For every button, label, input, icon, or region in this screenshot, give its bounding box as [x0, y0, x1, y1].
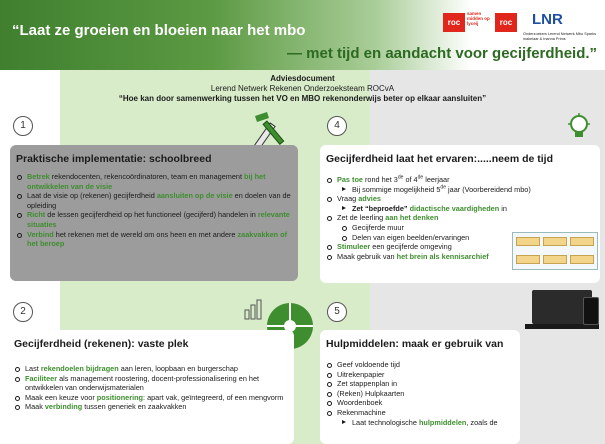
- bullet-text: positionering: [96, 392, 144, 402]
- bullet-text: de: [417, 174, 424, 181]
- section-title-5: Hulpmiddelen: maak er gebruik van: [326, 338, 504, 350]
- bullet-text: didactische vaardigheden: [407, 203, 500, 213]
- document-network: Lerend Netwerk Rekenen Onderzoeksteam ROCvA: [210, 84, 395, 93]
- section-title-4: Gecijferdheid laat het ervaren:.....neem de tijd: [326, 153, 553, 165]
- section-number-5: 5: [327, 302, 347, 322]
- bullet-text: rekendoelen bijdragen: [40, 364, 119, 373]
- bullet-text: Maak een keuze voor: [25, 392, 97, 402]
- bullet-text: Zet de leerling: [337, 213, 386, 223]
- section-card-2: [8, 330, 294, 444]
- pencil-ruler-icon: [251, 110, 287, 148]
- section-title-2: Gecijferdheid (rekenen): vaste plek: [14, 338, 189, 350]
- bullet-text: een gecijferde omgeving: [370, 242, 452, 252]
- section-5-bullet: [326, 370, 514, 380]
- roc-logo: roc: [443, 13, 465, 32]
- section-4-bullet: [326, 185, 594, 195]
- section-list-2: [14, 364, 288, 412]
- section-title-1: Praktische implementatie: schoolbreed: [16, 153, 212, 165]
- section-1-bullet: [16, 172, 292, 191]
- bar-chart-icon: [244, 298, 264, 320]
- section-number-4: 4: [327, 116, 347, 136]
- bullet-text: : apart vak, geïntegreerd, of een mengvorm: [143, 392, 284, 402]
- bullet-text: verbinding: [44, 402, 83, 412]
- bullet-text: en doelen van de opleiding: [27, 191, 291, 210]
- document-title-block: [0, 74, 605, 104]
- bullet-text: zaakvakken of het beroep: [27, 229, 288, 249]
- section-1-bullet: [16, 191, 292, 210]
- bullet-text: de: [440, 184, 446, 191]
- bullet-text: het rekenen met de wereld om ons heen en met andere: [53, 229, 238, 239]
- bullet-text: Stimuleer: [337, 242, 371, 252]
- bullet-text: Geef voldoende tijd: [337, 360, 400, 369]
- header-banner: [0, 0, 605, 70]
- section-list-1: [16, 172, 292, 249]
- bullet-text: Vraag: [337, 194, 359, 204]
- section-4-bullet: [326, 175, 594, 185]
- bullet-text: als management roostering, docent-professionalisering en het ontwikkelen van onderwijsmaterialen: [25, 373, 260, 393]
- section-5-bullet: [326, 418, 514, 428]
- bullet-text: relevante situaties: [27, 210, 290, 229]
- section-5-bullet: [326, 408, 514, 418]
- section-5-bullet: [326, 398, 514, 408]
- bullet-text: Laat de visie op (rekenen) gecijferdheid: [27, 191, 157, 201]
- bullet-text: aansluiten op de visie: [156, 191, 233, 201]
- section-4-bullet: [326, 204, 594, 214]
- section-list-5: [326, 360, 514, 427]
- bullet-text: Last: [25, 364, 41, 373]
- bullet-text: in: [499, 203, 507, 213]
- section-number-2: 2: [13, 302, 33, 322]
- bullet-text: de lessen gecijferdheid op het functioneel (gecijferd) handelen in: [45, 210, 258, 220]
- section-5-bullet: [326, 379, 514, 389]
- lightbulb-icon: [566, 113, 592, 143]
- bullet-text: Faciliteer: [25, 373, 58, 383]
- section-1-bullet: [16, 230, 292, 249]
- phone-icon: [583, 297, 599, 325]
- bullet-text: hulpmiddelen: [418, 417, 467, 427]
- bullet-text: Woordenboek: [337, 398, 383, 408]
- section-4-bullet: [326, 194, 594, 204]
- quote-line-2: — met tijd en aandacht voor gecijferdheid.”: [287, 45, 598, 62]
- bullet-text: rond het 3: [362, 175, 398, 184]
- bullet-text: Uitrekenpapier: [337, 369, 385, 379]
- quote-line-1: “Laat ze groeien en bloeien naar het mbo: [12, 22, 306, 39]
- bullet-text: rekendocenten, rekencoördinatoren, team en management: [49, 172, 245, 181]
- bullet-text: Pas toe: [337, 175, 363, 184]
- roc-logo-2: roc: [495, 13, 517, 32]
- bullet-text: Maak: [25, 402, 45, 412]
- section-5-bullet: [326, 360, 514, 370]
- section-1-bullet: [16, 210, 292, 229]
- section-2-bullet: [14, 374, 288, 393]
- bullet-text: de: [397, 174, 404, 181]
- bullet-text: Richt: [27, 210, 46, 220]
- bullet-text: Zet “beproefde”: [352, 203, 408, 213]
- bullet-text: Gecijferde muur: [352, 222, 404, 232]
- roc-middle-logo: samen midden op lyceij: [467, 11, 490, 26]
- bullet-text: Laat technologische: [352, 417, 419, 427]
- bullet-text: aan leren, loopbaan en burgerschap: [118, 364, 238, 373]
- section-5-bullet: [326, 389, 514, 399]
- bullet-text: Bij sommige mogelijkheid 5: [352, 184, 441, 194]
- flow-diagram-icon: [512, 232, 598, 270]
- document-type: Adviesdocument: [270, 74, 335, 83]
- bullet-text: of 4: [403, 175, 418, 184]
- bullet-text: leerjaar: [423, 175, 450, 184]
- section-2-bullet: [14, 402, 288, 412]
- bullet-text: Betrek: [27, 172, 50, 181]
- lnr-logo: LNR: [532, 11, 563, 28]
- bullet-text: Zet stappenplan in: [337, 379, 398, 389]
- bullet-text: Rekenmachine: [337, 407, 386, 417]
- bullet-text: bij het ontwikkelen van de visie: [27, 172, 266, 191]
- section-number-1: 1: [13, 116, 33, 136]
- bullet-text: tussen generiek en zaakvakken: [82, 402, 187, 412]
- bullet-text: , zoals de: [466, 417, 498, 427]
- lnr-subtitle: Onderzoekers Lerend Netwerk Mbo Sparks makelaar & Inanna Prims: [523, 32, 597, 41]
- document-question: “Hoe kan door samenwerking tussen het VO en MBO rekenonderwijs beter op elkaar aansluiten”: [118, 94, 487, 103]
- bullet-text: Delen van eigen beelden/ervaringen: [352, 232, 470, 242]
- bullet-text: het brein als kennisarchief: [396, 251, 489, 261]
- bullet-text: Maak gebruik van: [337, 251, 397, 261]
- section-card-5: [320, 330, 520, 444]
- section-2-bullet: [14, 393, 288, 403]
- section-card-1: [10, 145, 298, 281]
- section-4-bullet: [326, 213, 594, 223]
- section-2-bullet: [14, 364, 288, 374]
- bullet-text: (Reken) Hulpkaarten: [337, 388, 405, 398]
- bullet-text: advies: [358, 194, 381, 204]
- bullet-text: jaar (Voorbereidend mbo): [445, 184, 531, 194]
- bullet-text: Verbind: [27, 229, 54, 239]
- bullet-text: aan het denken: [385, 213, 439, 223]
